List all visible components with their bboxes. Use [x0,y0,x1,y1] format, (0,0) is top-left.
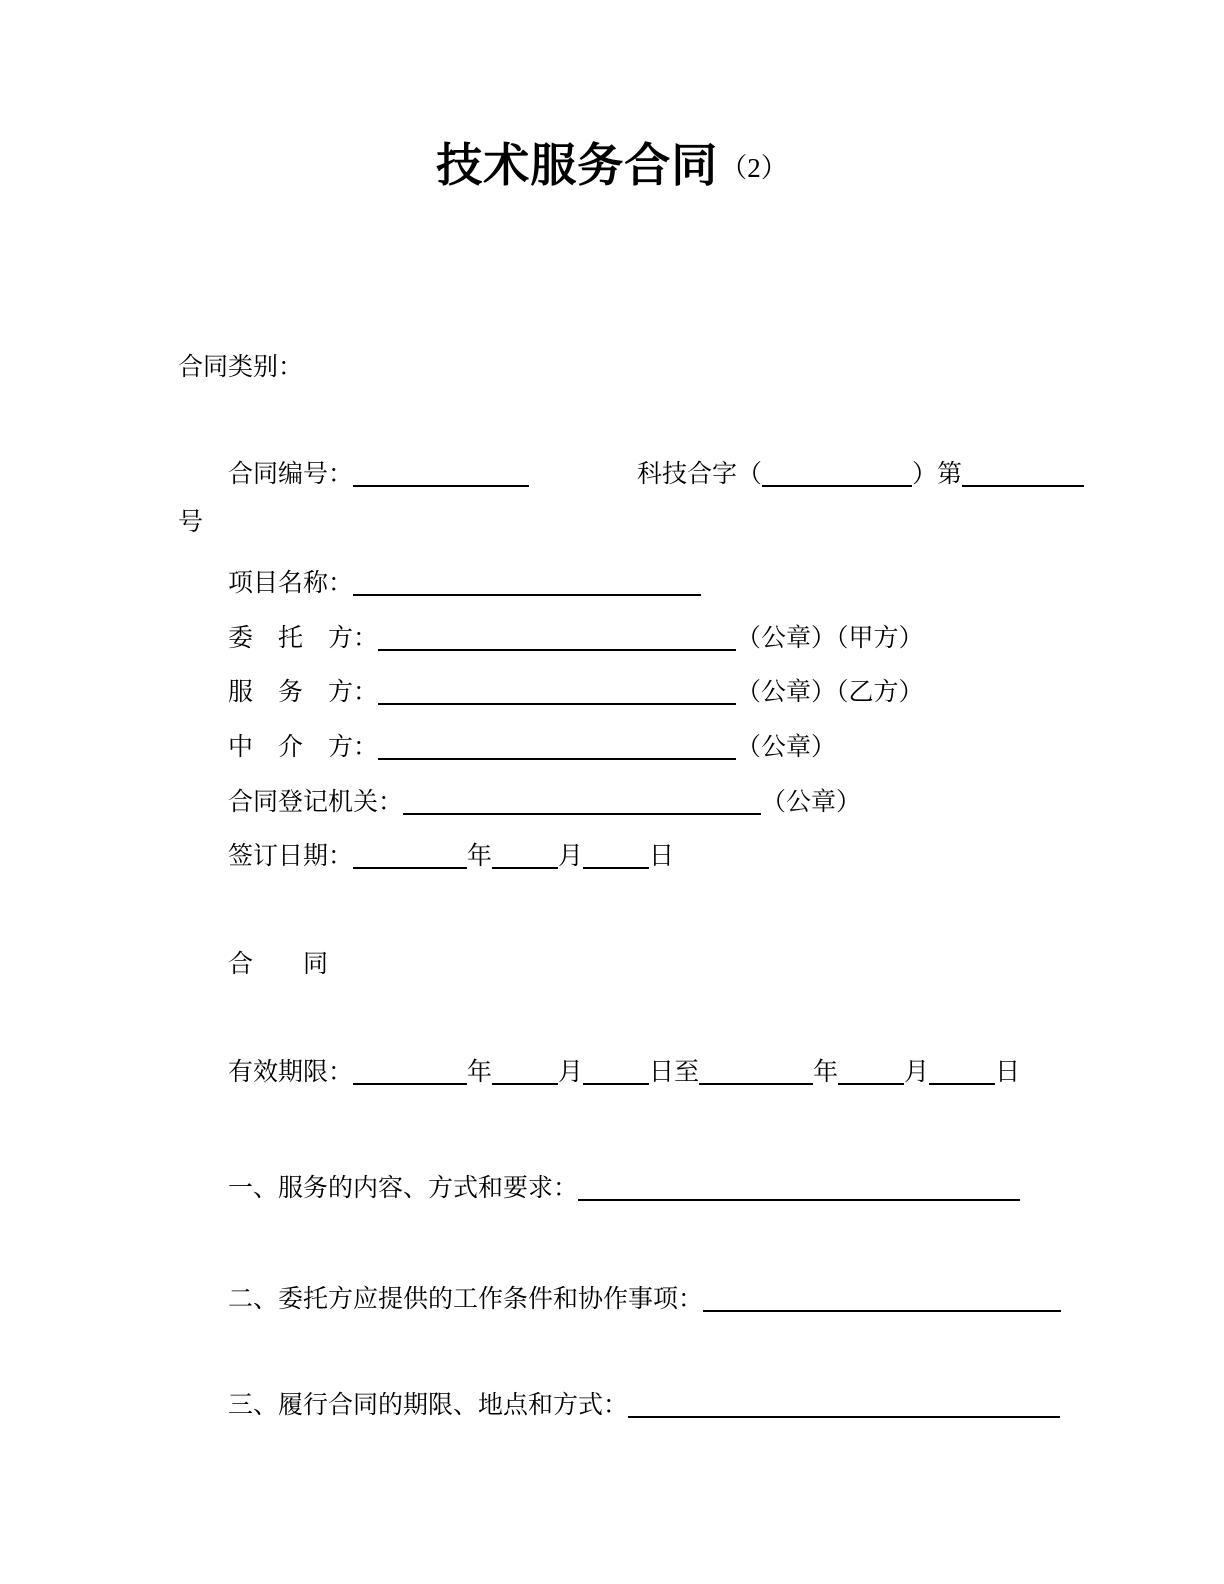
project-name-line [228,567,701,601]
sign-date-day-blank[interactable] [583,845,649,869]
contract-category-label: 合同类别： [178,354,304,381]
article-label-3: 三、履行合同的期限、地点和方式： [228,1392,629,1419]
page-title-suffix: （2） [720,153,788,183]
party-blank-service[interactable] [378,681,736,705]
party-blank-registry[interactable] [403,791,761,815]
party-label-entrusting: 委 托 方： [228,625,379,652]
sign-date-day-unit: 日 [649,843,675,870]
validity-to-separator: 至 [674,1059,700,1086]
validity-end-year-blank[interactable] [699,1061,813,1085]
article-line-1 [228,1172,1020,1206]
party-line-service [228,676,924,710]
party-seal-service: （公章）（乙方） [736,679,924,706]
contract-section-heading-text: 合 同 [228,951,329,978]
page-title-text: 技术服务合同 [436,139,719,191]
contract-number-line [228,458,1084,492]
registry-code-middle: ）第 [912,461,963,488]
sign-date-month-unit: 月 [558,843,584,870]
party-label-intermediary: 中 介 方： [228,734,379,761]
contract-number-unit: 号 [178,509,204,536]
contract-category-line [178,351,303,385]
sign-date-line [228,840,674,874]
party-seal-registry: （公章） [761,789,862,816]
party-blank-entrusting[interactable] [378,627,736,651]
contract-section-heading [228,948,328,982]
validity-end-month-blank[interactable] [838,1061,904,1085]
sign-date-month-blank[interactable] [492,845,558,869]
party-seal-entrusting: （公章）（甲方） [736,625,924,652]
validity-start-year-unit: 年 [467,1059,493,1086]
validity-end-day-blank[interactable] [929,1061,995,1085]
article-line-3 [228,1389,1060,1423]
validity-period-line [228,1056,1020,1090]
validity-end-month-unit: 月 [904,1059,930,1086]
party-line-entrusting [228,622,924,656]
contract-number-label: 合同编号： [228,461,354,488]
validity-start-month-unit: 月 [558,1059,584,1086]
article-line-2 [228,1283,1061,1317]
validity-label: 有效期限： [228,1059,354,1086]
validity-end-year-unit: 年 [813,1059,839,1086]
sign-date-year-unit: 年 [467,843,493,870]
party-line-intermediary [228,731,836,765]
party-blank-intermediary[interactable] [378,736,736,760]
contract-number-wrap-line [178,506,203,540]
registry-code-prefix: 科技合字（ [637,461,763,488]
validity-start-day-unit: 日 [649,1059,675,1086]
article-blank-2[interactable] [703,1288,1061,1312]
sign-date-year-blank[interactable] [353,845,467,869]
party-label-service: 服 务 方： [228,679,379,706]
registry-code-blank[interactable] [762,463,912,487]
validity-start-day-blank[interactable] [583,1061,649,1085]
article-blank-1[interactable] [578,1177,1020,1201]
party-line-registry [228,786,861,820]
article-label-1: 一、服务的内容、方式和要求： [228,1175,579,1202]
article-label-2: 二、委托方应提供的工作条件和协作事项： [228,1286,704,1313]
sign-date-label: 签订日期： [228,843,354,870]
party-seal-intermediary: （公章） [736,734,837,761]
registry-serial-blank[interactable] [962,463,1084,487]
contract-number-blank[interactable] [353,463,529,487]
project-name-label: 项目名称： [228,570,354,597]
validity-start-month-blank[interactable] [492,1061,558,1085]
article-blank-3[interactable] [628,1394,1060,1418]
project-name-blank[interactable] [353,572,701,596]
party-label-registry: 合同登记机关： [228,789,404,816]
validity-end-day-unit: 日 [995,1059,1021,1086]
page-title [0,136,1224,197]
validity-start-year-blank[interactable] [353,1061,467,1085]
